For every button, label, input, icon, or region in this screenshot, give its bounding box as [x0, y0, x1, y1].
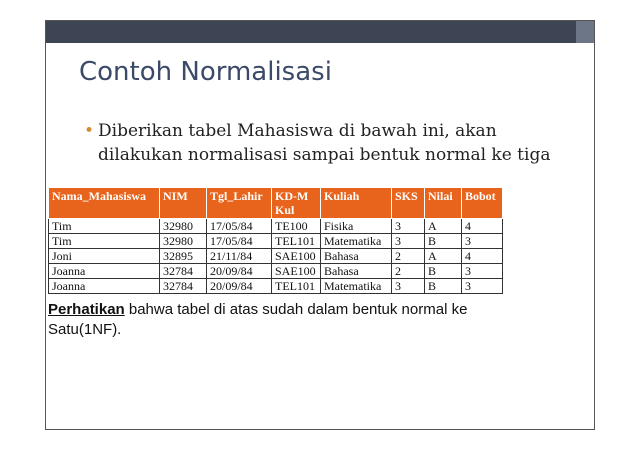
header-sks: SKS	[392, 188, 425, 219]
header-bobot: Bobot	[462, 188, 503, 219]
cell: Joni	[49, 249, 160, 264]
cell: A	[425, 249, 462, 264]
cell: 3	[462, 234, 503, 249]
header-accent	[576, 21, 594, 43]
cell: 32784	[160, 279, 207, 294]
cell: SAE100	[272, 249, 321, 264]
cell: B	[425, 264, 462, 279]
header-kuliah: Kuliah	[321, 188, 392, 219]
cell: 32895	[160, 249, 207, 264]
table-row	[49, 219, 503, 234]
header-bar	[46, 21, 594, 43]
cell: TE100	[272, 219, 321, 234]
cell: 17/05/84	[207, 234, 272, 249]
cell: 32980	[160, 219, 207, 234]
table-row	[49, 264, 503, 279]
cell: 4	[462, 249, 503, 264]
bullet-icon: •	[84, 121, 95, 141]
cell: Tim	[49, 234, 160, 249]
header-nama-mahasiswa: Nama_Mahasiswa	[49, 188, 160, 219]
cell: 20/09/84	[207, 279, 272, 294]
cell: SAE100	[272, 264, 321, 279]
mahasiswa-table	[48, 187, 503, 294]
cell: Joanna	[49, 279, 160, 294]
cell: 2	[392, 264, 425, 279]
cell: 21/11/84	[207, 249, 272, 264]
note-emphasis: Perhatikan	[48, 301, 125, 318]
cell: Matematika	[321, 234, 392, 249]
cell: 17/05/84	[207, 219, 272, 234]
cell: B	[425, 279, 462, 294]
header-tgl-lahir: Tgl_Lahir	[207, 188, 272, 219]
table-row	[49, 249, 503, 264]
cell: Joanna	[49, 264, 160, 279]
bullet-text: Diberikan tabel Mahasiswa di bawah ini, akan dilakukan normalisasi sampai bentuk normal ke tiga	[98, 121, 551, 165]
cell: Tim	[49, 219, 160, 234]
cell: 2	[392, 249, 425, 264]
cell: 32980	[160, 234, 207, 249]
table-header-row	[49, 188, 503, 219]
slide-title: Contoh Normalisasi	[79, 57, 332, 87]
cell: A	[425, 219, 462, 234]
header-nilai: Nilai	[425, 188, 462, 219]
cell: 3	[392, 219, 425, 234]
cell: 3	[392, 279, 425, 294]
cell: 3	[462, 279, 503, 294]
cell: TEL101	[272, 234, 321, 249]
cell: 3	[392, 234, 425, 249]
cell: 20/09/84	[207, 264, 272, 279]
table-row	[49, 279, 503, 294]
note-rest: bahwa tabel di atas sudah dalam bentuk normal ke Satu(1NF).	[48, 301, 468, 338]
cell: TEL101	[272, 279, 321, 294]
cell: Matematika	[321, 279, 392, 294]
header-nim: NIM	[160, 188, 207, 219]
note-text	[48, 300, 488, 340]
cell: Bahasa	[321, 249, 392, 264]
cell: Bahasa	[321, 264, 392, 279]
cell: 32784	[160, 264, 207, 279]
cell: B	[425, 234, 462, 249]
cell: 3	[462, 264, 503, 279]
table-row	[49, 234, 503, 249]
cell: Fisika	[321, 219, 392, 234]
cell: 4	[462, 219, 503, 234]
header-kd-mkul: KD-MKul	[272, 188, 321, 219]
